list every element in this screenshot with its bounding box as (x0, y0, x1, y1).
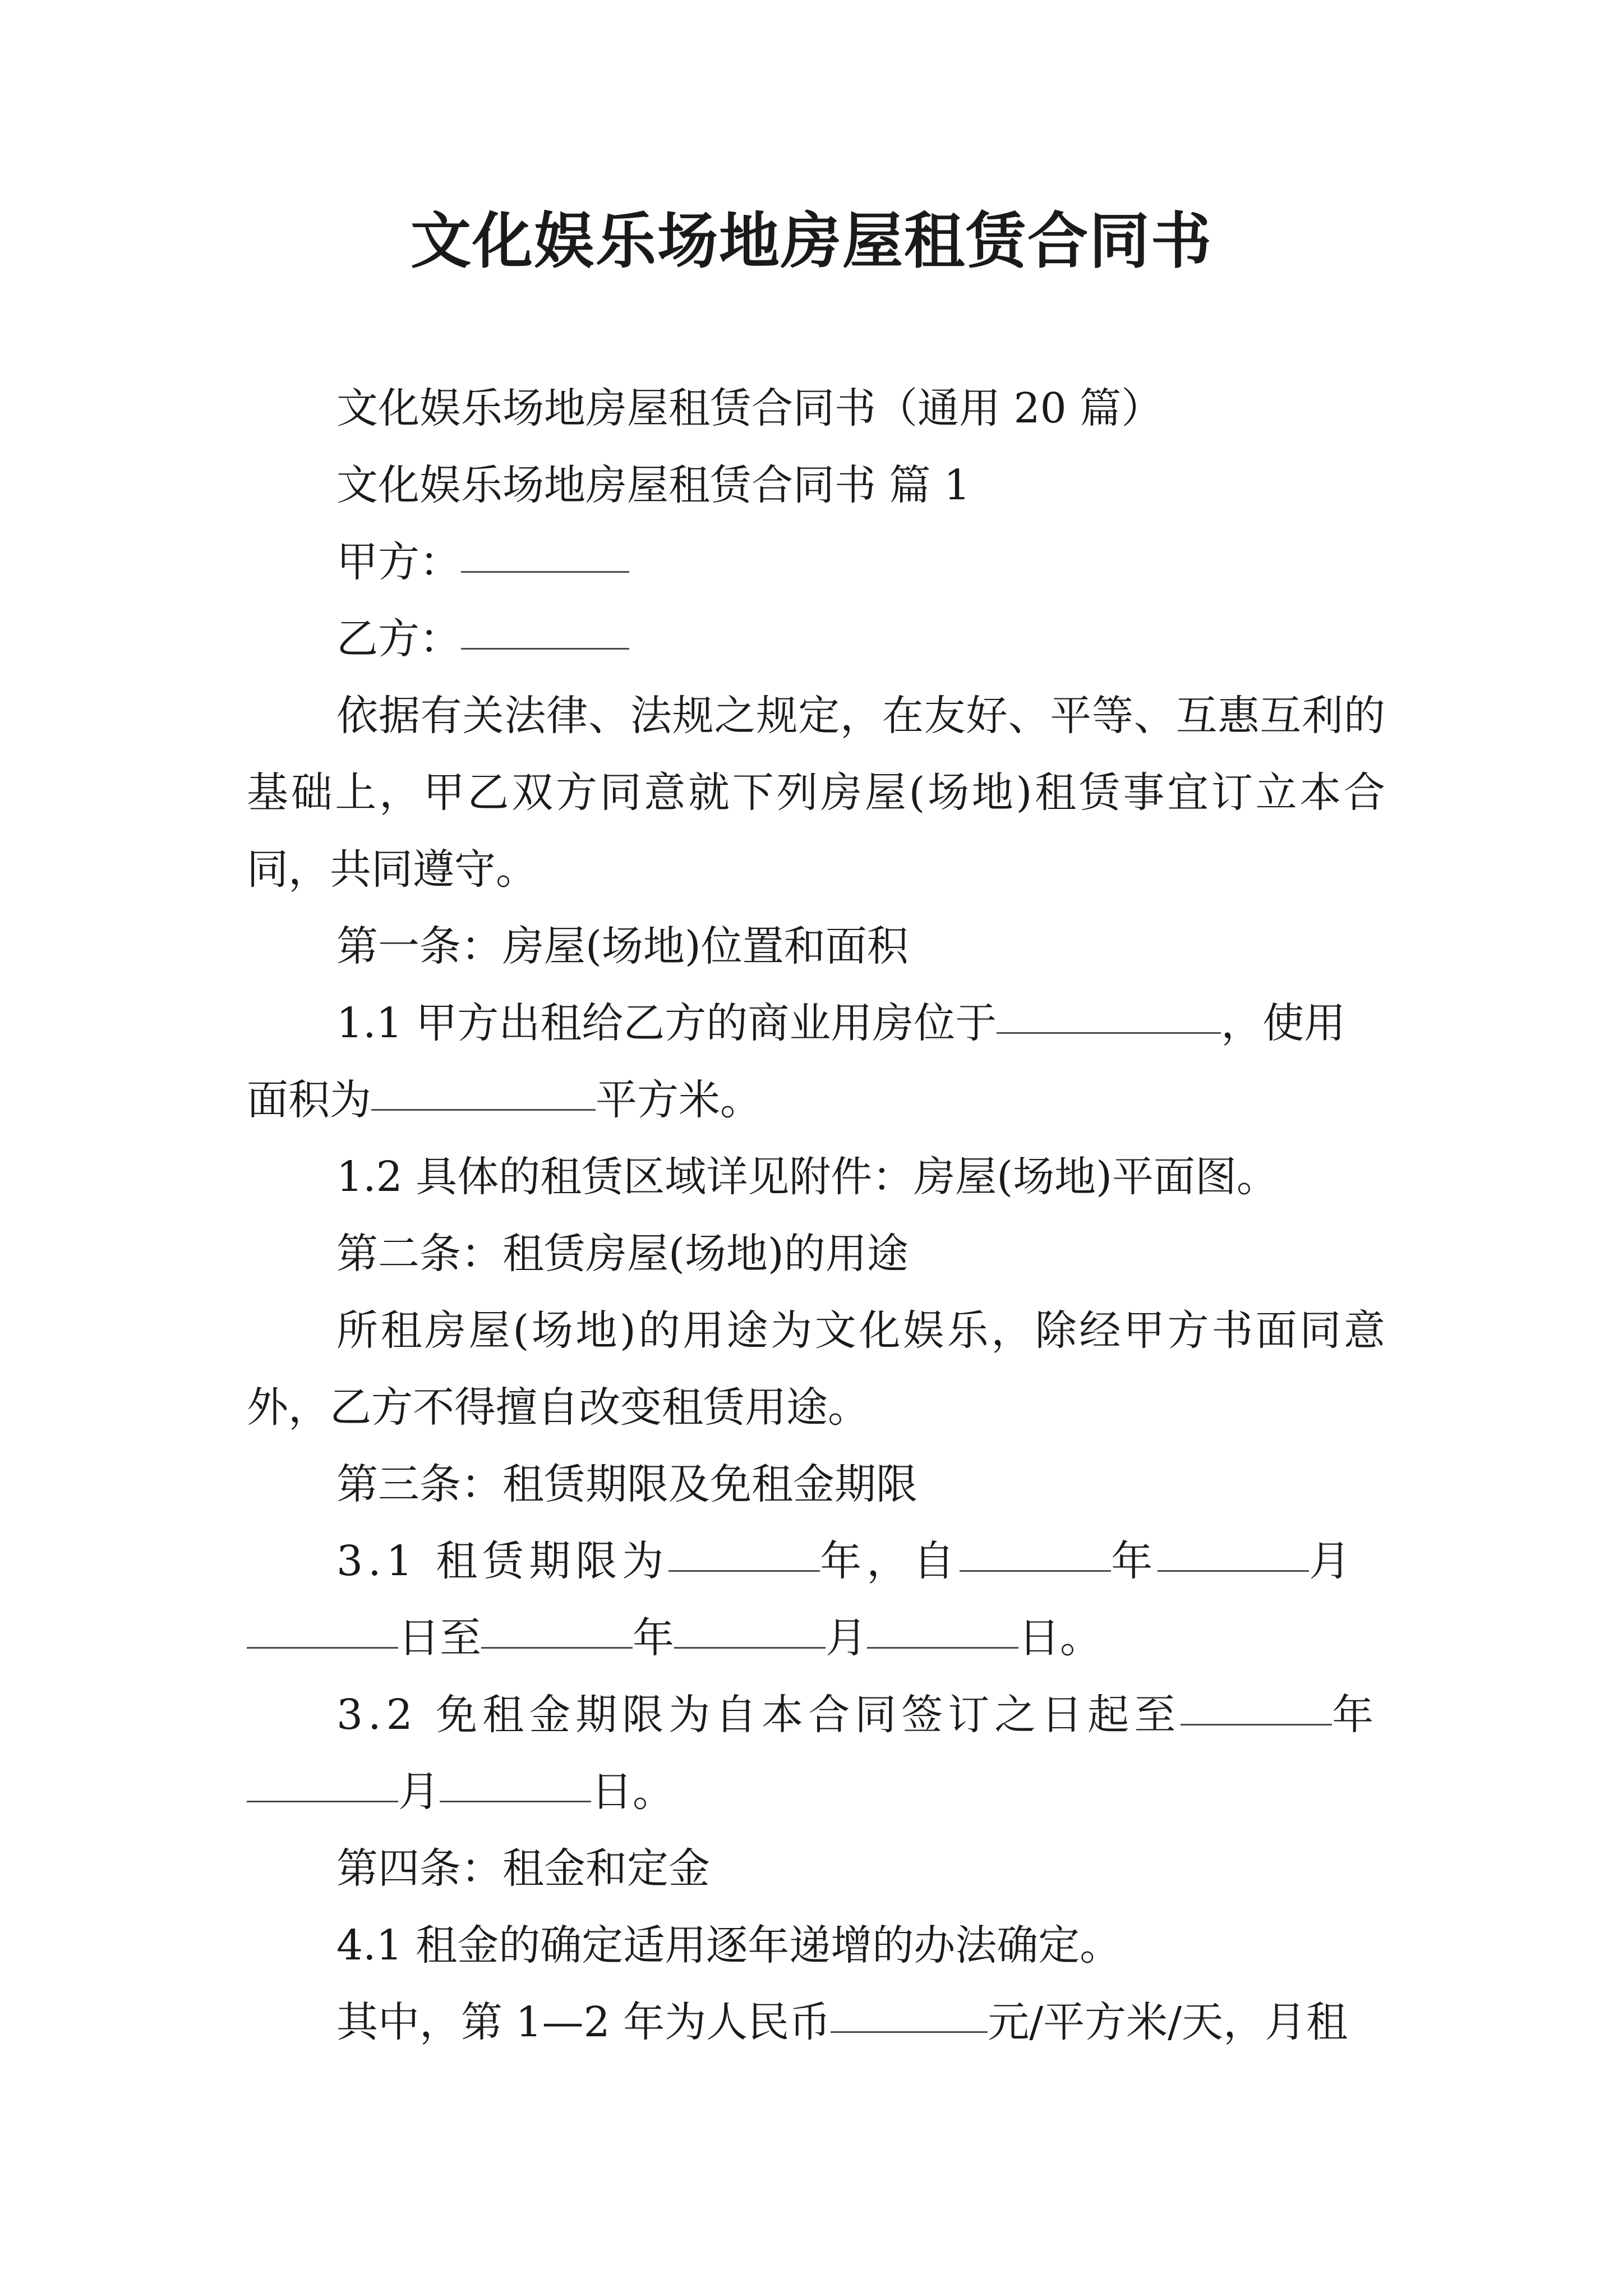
article-1-heading: 第一条：房屋(场地)位置和面积 (336, 922, 909, 970)
intro-paragraph: 依据有关法律、法规之规定，在友好、平等、互惠互利的基础上，甲乙双方同意就下列房屋(场地)租赁事宜订立本合同，共同遵守。 (247, 692, 1385, 894)
area-blank (371, 1109, 596, 1111)
clause-4-1: 4.1 租金的确定适用逐年递增的办法确定。 (336, 1921, 1122, 1970)
clause-3-1-text-h: 日。 (1018, 1614, 1101, 1662)
rent-text-a: 其中，第 1—2 年为人民币 (336, 1998, 831, 2046)
clause-3-1-line-2 (247, 1600, 1385, 1677)
rent-free-day-blank (440, 1801, 591, 1802)
clause-1-1-text-d: 平方米。 (596, 1076, 762, 1124)
rent-price-blank (831, 2031, 988, 2033)
clause-3-1-text-b: 年，自 (820, 1537, 960, 1585)
party-a-line (247, 524, 1385, 601)
party-b-line (247, 601, 1385, 678)
party-a-label: 甲方： (336, 538, 461, 586)
clause-3-1-text-a: 3.1 租赁期限为 (336, 1537, 669, 1585)
document-body (247, 370, 1385, 2061)
term-years-blank (668, 1570, 820, 1572)
start-year-blank (960, 1570, 1111, 1572)
clause-3-1-text-f: 年 (633, 1614, 674, 1662)
rent-text-b: 元/平方米/天，月租 (988, 1998, 1348, 2046)
clause-1-1-text-a: 1.1 甲方出租给乙方的商业用房位于 (336, 999, 997, 1047)
clause-3-1-text-g: 月 (826, 1614, 867, 1662)
article-3-heading: 第三条：租赁期限及免租金期限 (336, 1460, 917, 1508)
end-year-blank (481, 1647, 633, 1649)
subtitle-paragraph: 文化娱乐场地房屋租赁合同书（通用 20 篇） (336, 384, 1163, 432)
clause-3-1-line-1 (247, 1523, 1385, 1600)
party-b-blank (461, 648, 629, 650)
clause-3-2-line-1 (247, 1677, 1385, 1754)
clause-1-1-text-c: 面积为 (247, 1076, 371, 1124)
party-b-label: 乙方： (336, 615, 461, 663)
clause-1-1-line-2 (247, 1062, 1385, 1139)
start-day-blank (247, 1647, 398, 1649)
clause-3-2-text-c: 月 (398, 1768, 440, 1816)
clause-3-1-text-d: 月 (1309, 1537, 1356, 1585)
section-heading: 文化娱乐场地房屋租赁合同书 篇 1 (336, 461, 971, 509)
rent-free-year-blank (1181, 1724, 1332, 1726)
end-month-blank (674, 1647, 826, 1649)
start-month-blank (1158, 1570, 1309, 1572)
clause-1-2: 1.2 具体的租赁区域详见附件：房屋(场地)平面图。 (336, 1153, 1278, 1201)
purpose-paragraph: 所租房屋(场地)的用途为文化娱乐，除经甲方书面同意外，乙方不得擅自改变租赁用途。 (247, 1306, 1385, 1432)
clause-3-2-text-b: 年 (1332, 1691, 1379, 1739)
clause-3-2-text-d: 日。 (591, 1768, 674, 1816)
party-a-blank (461, 571, 629, 573)
rent-line (247, 1984, 1385, 2061)
location-blank (997, 1032, 1221, 1034)
article-2-heading: 第二条：租赁房屋(场地)的用途 (336, 1230, 909, 1278)
article-4-heading: 第四条：租金和定金 (336, 1844, 710, 1893)
end-day-blank (867, 1647, 1018, 1649)
document-title: 文化娱乐场地房屋租赁合同书 (410, 206, 1212, 277)
clause-1-1-line-1 (247, 985, 1385, 1062)
rent-free-month-blank (247, 1801, 398, 1802)
clause-1-1-text-b: ，使用 (1221, 999, 1346, 1047)
clause-3-1-text-c: 年 (1111, 1537, 1158, 1585)
clause-3-2-text-a: 3.2 免租金期限为自本合同签订之日起至 (336, 1691, 1181, 1739)
clause-3-1-text-e: 日至 (398, 1614, 481, 1662)
clause-3-2-line-2 (247, 1754, 1385, 1830)
